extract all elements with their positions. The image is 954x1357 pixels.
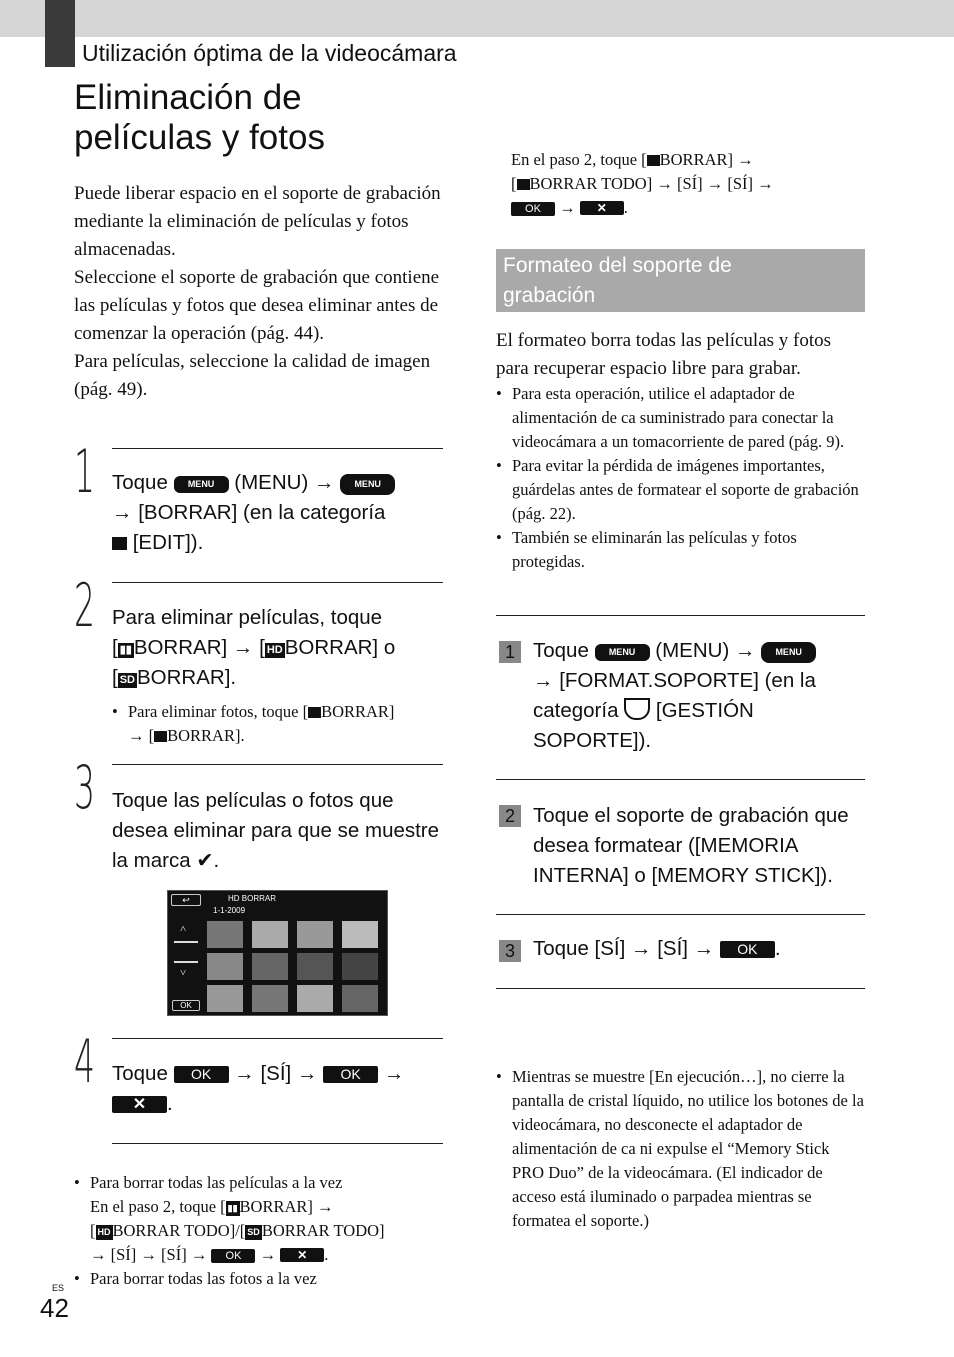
step4-text: Toque OK → [SÍ] → OK → ✕ . <box>112 1062 405 1115</box>
media-management-icon <box>624 698 650 720</box>
page-number: 42 <box>40 1293 69 1323</box>
section-heading: Formateo del soporte de grabación <box>496 249 865 312</box>
ok-button-icon: OK <box>174 1066 229 1083</box>
step-number-box: 1 <box>499 641 521 663</box>
close-icon: ✕ <box>112 1096 167 1113</box>
format-step2: Toque el soporte de grabación que desea formatear ([MEMORIA INTERNA] o [MEMORY STICK]). <box>533 804 849 887</box>
scroll-bar-icon <box>174 941 198 963</box>
camera-screen-image <box>167 890 388 1016</box>
divider <box>496 779 865 780</box>
photo-icon <box>154 731 167 742</box>
scroll-up-icon: ˄ <box>180 923 187 935</box>
divider <box>496 988 865 989</box>
divider <box>112 448 443 449</box>
edit-category-icon <box>112 537 127 550</box>
top-bar <box>0 0 954 37</box>
back-icon: ↩ <box>171 894 201 906</box>
film-icon: ▮▮ <box>119 644 132 656</box>
format-step3: Toque [SÍ] → [SÍ] → OK . <box>533 937 781 960</box>
divider <box>112 1038 443 1039</box>
ok-button-icon: OK <box>720 941 775 958</box>
step1-text: Toque MENU (MENU) → MENU → [BORRAR] (en la categoría [EDIT]). <box>112 468 447 558</box>
step-number: 1 <box>74 437 96 507</box>
divider <box>496 914 865 915</box>
intro-text: Puede liberar espacio en el soporte de grabación mediante la eliminación de películas y fotos almacenadas. Seleccione el soporte de grabación que contiene las películas y fotos que desea eliminar antes de comenzar la operación (pág. 44). Para películas, seleccione la calidad de imagen (pág. 49). <box>74 183 441 400</box>
step-number-box: 3 <box>499 940 521 962</box>
step2-text: Para eliminar películas, toque [ ▮▮BORRAR] → [ HDBORRAR] o [ SDBORRAR]. <box>112 606 396 689</box>
menu-home-icon: MENU <box>761 642 816 663</box>
hd-icon: HD <box>266 644 283 656</box>
ok-button-icon: OK <box>323 1066 378 1083</box>
ok-button-icon: OK <box>211 1249 255 1263</box>
close-icon: ✕ <box>280 1248 324 1262</box>
format-final-note: • Mientras se muestre [En ejecución…], no cierre la pantalla de cristal líquido, no utilice los botones de la videocámara, no desconecte el adaptador de alimentación de ca ni expulse el “Memory Stick PRO Duo” de la videocámara. (El indicador de acceso está iluminado o parpadea mientras se formatea el soporte.) <box>496 1065 864 1233</box>
screen-tag: HD BORRAR <box>228 894 277 903</box>
language-code: ES <box>52 1283 65 1293</box>
scroll-down-icon: ˅ <box>180 967 187 979</box>
step-number: 4 <box>74 1027 96 1097</box>
thumbnail-grid <box>207 921 387 1015</box>
photo-icon <box>308 707 321 718</box>
close-icon: ✕ <box>580 201 624 215</box>
divider <box>112 582 443 583</box>
sd-icon: SD <box>245 1225 262 1240</box>
section-title: Utilización óptima de la videocámara <box>82 40 457 66</box>
divider <box>496 615 865 616</box>
divider <box>112 1143 443 1144</box>
format-intro: El formateo borra todas las películas y fotos para recuperar espacio libre para grabar. <box>496 330 832 379</box>
menu-button-icon: MENU <box>174 476 229 493</box>
section-marker <box>45 0 75 67</box>
step-number: 3 <box>74 753 96 823</box>
step-number-box: 2 <box>499 805 521 827</box>
photo-icon <box>517 179 530 190</box>
film-icon: ▮▮ <box>226 1201 240 1216</box>
ok-button-icon: OK <box>511 202 555 216</box>
step-number: 2 <box>74 571 96 641</box>
menu-home-icon: MENU <box>340 474 395 495</box>
photo-delete-all-note: En el paso 2, toque [ BORRAR] → [ BORRAR TODO] → [SÍ] → [SÍ] → OK → ✕ . <box>511 150 774 217</box>
page-title: Eliminación de películas y fotos <box>74 78 325 157</box>
photo-icon <box>647 155 660 166</box>
hd-icon: HD <box>96 1225 113 1240</box>
step3-text: Toque las películas o fotos que desea eliminar para que se muestre la marca ✔. <box>112 789 440 872</box>
sd-icon: SD <box>119 674 135 686</box>
divider <box>112 764 443 765</box>
bottom-notes: • Para borrar todas las películas a la vez En el paso 2, toque [ ▮▮ BORRAR] → [ HD BORRAR TODO]/[ SD BORRAR TODO] → [SÍ] → [SÍ] → OK → ✕ . • Para borrar todas las fotos a la vez <box>74 1171 446 1291</box>
menu-button-icon: MENU <box>595 644 650 661</box>
format-bullets: • Para esta operación, utilice el adaptador de alimentación de ca suministrado para conectar la videocámara a un tomacorriente de pared (pág. 9). • Para evitar la pérdida de imágenes importantes, guárdelas antes de formatear el soporte de grabación (pág. 22). • También se eliminarán las películas y fotos protegidas. <box>496 382 862 574</box>
screen-date: 1-1-2009 <box>213 906 246 915</box>
step2-note: • Para eliminar fotos, toque [ BORRAR] → [ BORRAR]. <box>112 700 442 748</box>
format-step1: Toque MENU (MENU) → MENU → [FORMAT.SOPORTE] (en la categoría [GESTIÓN SOPORTE]). <box>533 639 816 752</box>
screen-ok-icon: OK <box>172 1000 200 1011</box>
